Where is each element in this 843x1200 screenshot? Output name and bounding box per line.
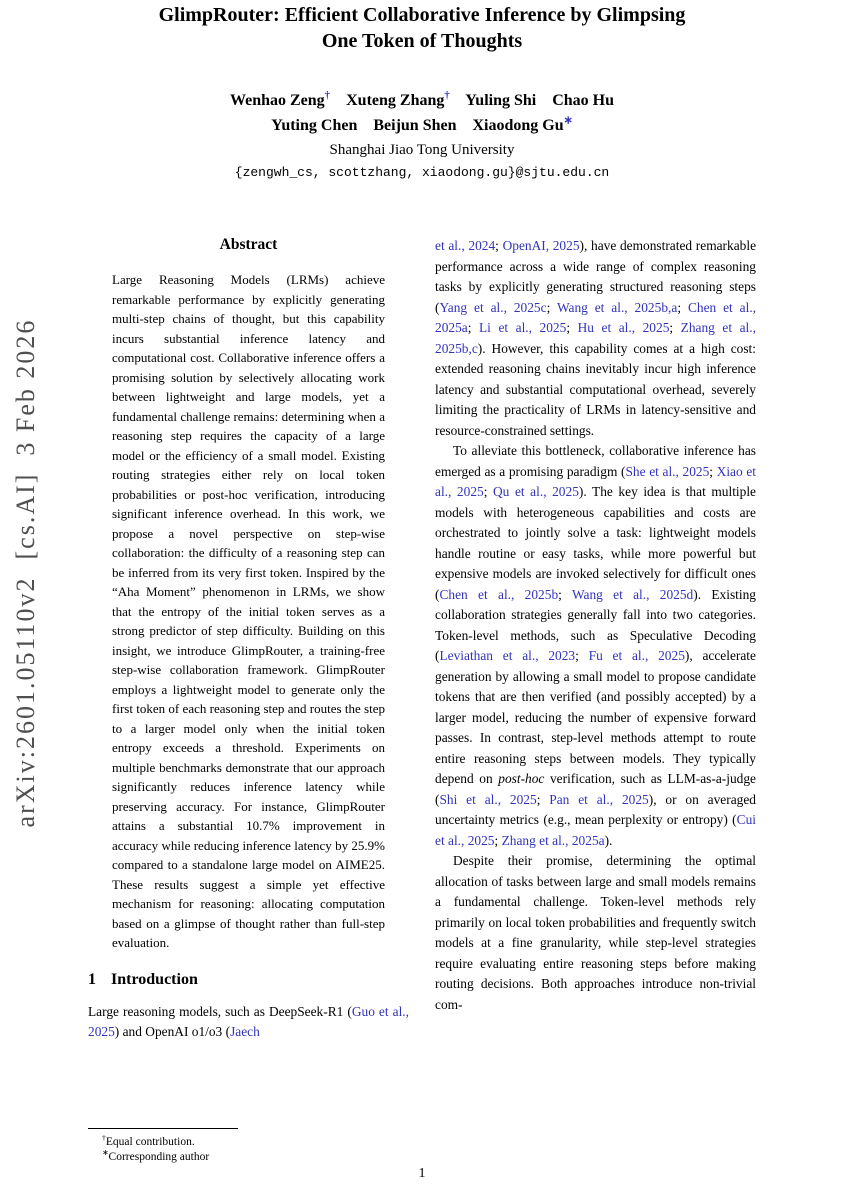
citation-link[interactable]: Hu et al., 2025 [577, 320, 670, 335]
footnote-mark-asterisk: ∗ [102, 1148, 109, 1158]
footnote-rule [88, 1128, 238, 1129]
intro-paragraph-right-3: Despite their promise, determining the optimal allocation of tasks between large and small models remains a fundamental challenge. Token-level methods rely primarily on local token probabilities and frequently switch models at a fine granularity, while step-level strategies require evaluating entire reasoning steps before making routing decisions. Both approaches introduce non-trivial com- [435, 853, 756, 1012]
paper-content [88, 0, 756, 1200]
page-number: 1 [418, 1166, 426, 1181]
footnote-equal-contribution [88, 1135, 409, 1150]
citation-link[interactable]: Yang et al., 2025c [439, 299, 547, 315]
paper-header [88, 0, 756, 183]
author-line-2: Yuting Chen Beijun Shen Xiaodong Gu∗ [271, 114, 573, 134]
arxiv-stamp: arXiv:2601.05110v2 [cs.AI] 3 Feb 2026 [11, 318, 40, 828]
citation-link[interactable]: Jaech [230, 1024, 260, 1039]
citation-link[interactable]: Chen et al., 2025a [435, 299, 756, 335]
footnote-corresponding-author [88, 1150, 409, 1165]
citation-link[interactable]: et al., 2024 [435, 238, 496, 253]
title-line-2: One Token of Thoughts [321, 30, 523, 52]
email-address: {zengwh_cs, scottzhang, xiaodong.gu}@sjtu.edu.cn [234, 165, 610, 180]
two-column-body [88, 236, 756, 1165]
citation-link[interactable]: Li et al., 2025 [479, 320, 567, 335]
intro-paragraph-left: Large reasoning models, such as DeepSeek-R1 (Guo et al., 2025) and OpenAI o1/o3 (Jaech [88, 1003, 409, 1039]
citation-link[interactable]: Leviathan et al., 2023 [439, 648, 576, 663]
left-column [88, 236, 409, 1165]
citation-link[interactable]: Qu et al., 2025 [493, 484, 579, 499]
citation-link[interactable]: Guo et al., 2025 [88, 1003, 409, 1039]
citation-link[interactable]: Chen et al., 2025b [439, 586, 559, 602]
citation-link[interactable]: Zhang et al., 2025b,c [435, 320, 756, 356]
footnote-text-equal-contribution: Equal contribution. [105, 1136, 195, 1148]
abstract-section [88, 236, 409, 953]
footnote-mark-dagger: † [102, 1133, 106, 1143]
section-title: Introduction [111, 970, 198, 988]
citation-link[interactable]: Wang et al., 2025d [571, 586, 694, 602]
intro-paragraph-right-2: To alleviate this bottleneck, collaborative inference has emerged as a promising paradigm (She et al., 2025; Xiao et al., 2025; Qu et al., 2025). The key idea is that multiple models with heterogeneous capabilities and costs are orchestrated to jointly solve a task: lightweight models handle routine or easy tasks, while more powerful but expensive models are invoked selectively for difficult ones (Chen et al., 2025b; Wang et al., 2025d). Existing collaboration strategies generally fall into two categories. Token-level methods, such as Speculative Decoding (Leviathan et al., 2023; Fu et al., 2025), accelerate generation by allowing a small model to propose candidate tokens that are then verified (and possibly accepted) by a larger model, reducing the number of expensive forward passes. In contrast, step-level methods attempt to route entire reasoning steps between models. They typically depend on post-hoc verification, such as LLM-as-a-judge (Shi et al., 2025; Pan et al., 2025), or on averaged uncertainty metrics (e.g., mean perplexity or entropy) (Cui et al., 2025; Zhang et al., 2025a). [435, 443, 756, 848]
abstract-heading: Abstract [219, 236, 278, 253]
citation-link[interactable]: Shi et al., 2025 [439, 791, 537, 807]
title-line-1: GlimpRouter: Efficient Collaborative Inference by Glimpsing [158, 4, 686, 26]
paper-title [88, 2, 756, 54]
author-line-1: Wenhao Zeng† Xuteng Zhang† Yuling Shi Chao Hu [229, 89, 615, 109]
citation-link[interactable]: Wang et al., 2025b,a [556, 299, 678, 315]
section-heading-introduction [88, 971, 409, 989]
citation-link[interactable]: Xiao et al., 2025 [435, 463, 756, 499]
footnotes [88, 1128, 409, 1165]
citation-link[interactable]: Zhang et al., 2025a [501, 832, 605, 848]
footnote-text-corresponding-author: Corresponding author [108, 1151, 210, 1163]
citation-link[interactable]: She et al., 2025 [625, 463, 710, 479]
citation-link[interactable]: Cui et al., 2025 [435, 812, 756, 848]
affiliation: Shanghai Jiao Tong University [329, 142, 515, 158]
section-number: 1 [88, 970, 96, 988]
citation-link[interactable]: OpenAI, 2025 [502, 238, 580, 253]
abstract-text: Large Reasoning Models (LRMs) achieve remarkable performance by explicitly generating multi-step chains of thought, but this capability incurs substantial inference latency and computational cost. Collaborative inference offers a promising solution by selectively allocating work between lightweight and large models, yet a fundamental challenge remains: determining when a reasoning step requires the capacity of a large model or the efficiency of a small model. Existing routing strategies either rely on local token probabilities or post-hoc verification, introducing significant inference overhead. In this work, we propose a novel perspective on step-wise collaboration: the difficulty of a reasoning step can be inferred from its very first token. Inspired by the “Aha Moment” phenomenon in LRMs, we show that the entropy of the initial token serves as a strong predictor of step difficulty. Building on this insight, we introduce GlimpRouter, a training-free step-wise collaboration framework. GlimpRouter employs a lightweight model to generate only the first token of each reasoning step and routes the step to a larger model only when the initial token entropy exceeds a threshold. Experiments on multiple benchmarks demonstrate that our approach significantly reduces inference latency while preserving accuracy. For instance, GlimpRouter attains a substantial 10.7% improvement in accuracy while reducing inference latency by 25.9% compared to a standalone large model on AIME25. These results suggest a simple yet effective mechanism for reasoning: allocating computation based on a glimpse of thought rather than full-step evaluation. [112, 272, 385, 950]
citation-link[interactable]: Fu et al., 2025 [588, 648, 685, 663]
citation-link[interactable]: Pan et al., 2025 [549, 791, 649, 807]
intro-paragraph-right-1: et al., 2024; OpenAI, 2025), have demonstrated remarkable performance across a wide range of complex reasoning tasks by explicitly generating structured reasoning steps (Yang et al., 2025c; Wang et al., 2025b,a; Chen et al., 2025a; Li et al., 2025; Hu et al., 2025; Zhang et al., 2025b,c). However, this capability comes at a high cost: extended reasoning chains inevitably incur high inference latency and substantial computational overhead, severely limiting the practicality of LRMs in latency-sensitive and resource-constrained settings. [435, 238, 756, 438]
right-column [435, 236, 756, 1165]
